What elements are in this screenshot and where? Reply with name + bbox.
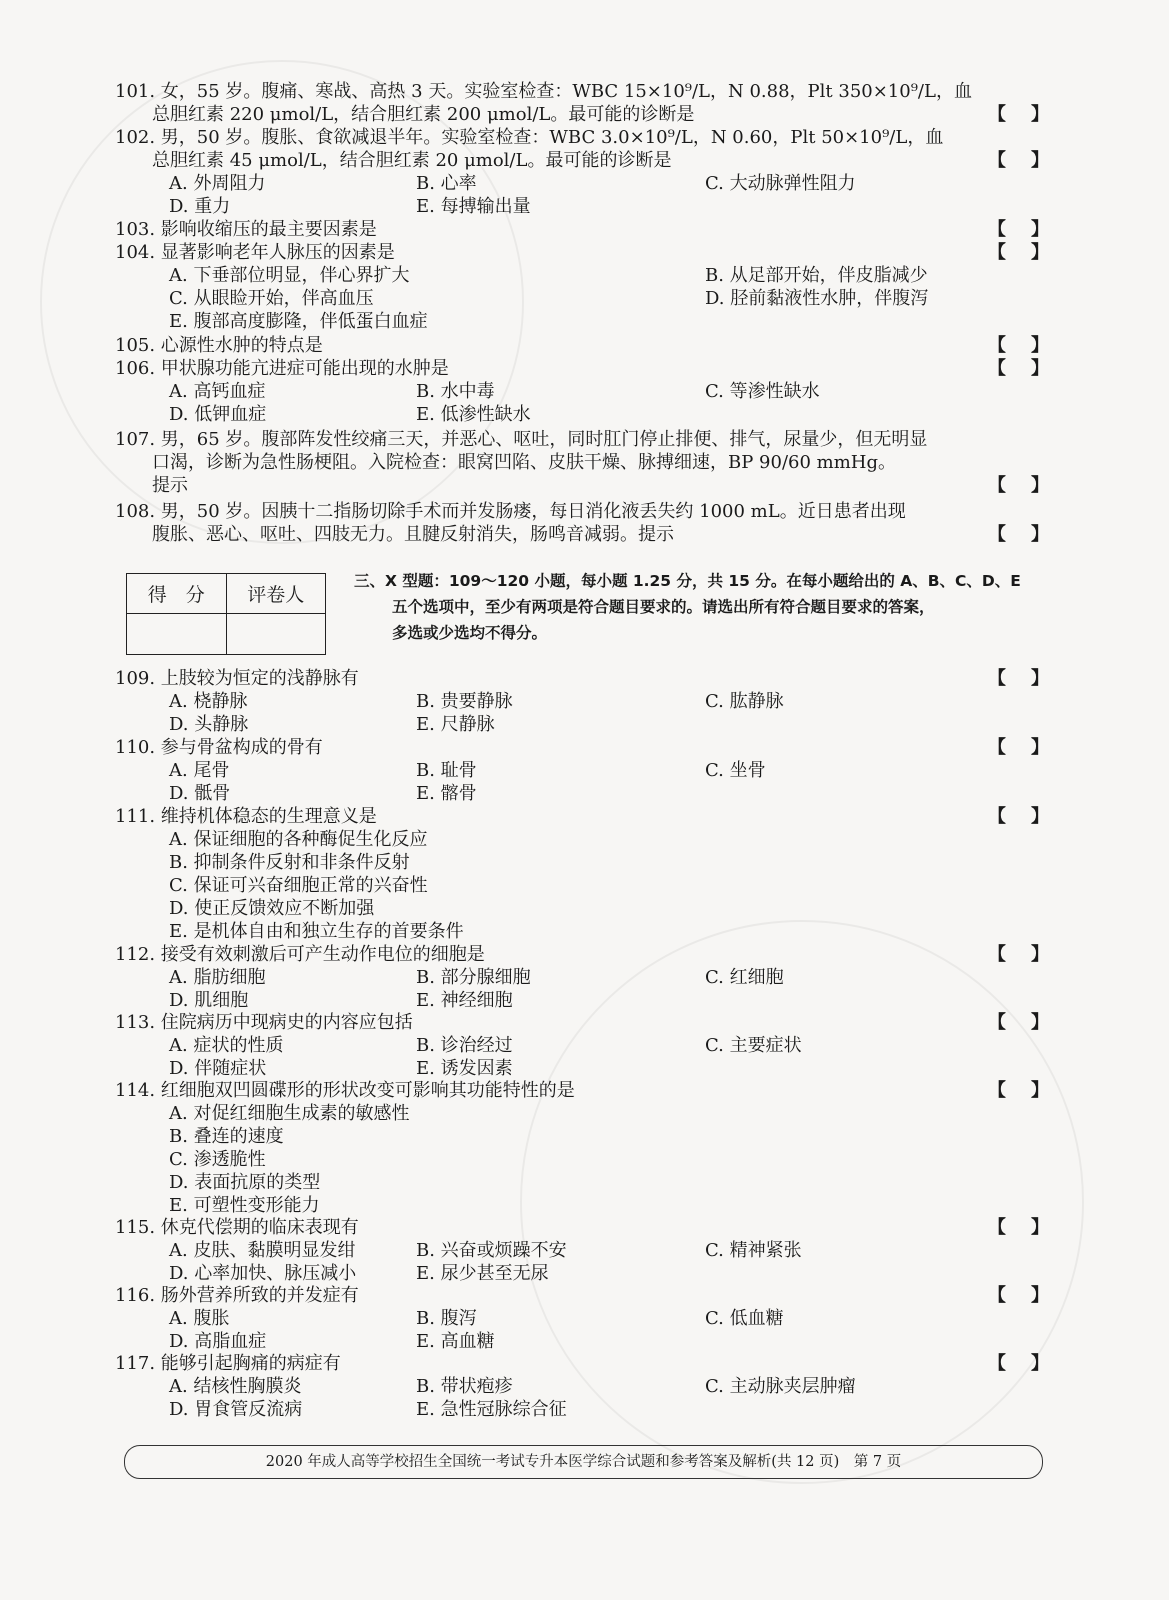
option-c: C. 精神紧张 <box>705 1240 802 1261</box>
question-109 <box>115 667 1049 736</box>
options-block <box>115 759 1049 805</box>
options-block <box>115 1034 1049 1080</box>
question-stem-line: 107. 男，65 岁。腹部阵发性绞痛三天，并恶心、呕吐，同时肛门停止排便、排气，尿量少，但无明显 <box>115 429 928 450</box>
question-stem: 104. 显著影响老年人脉压的因素是 <box>115 242 395 263</box>
question-116 <box>115 1284 1049 1353</box>
option-a: A. 症状的性质 <box>169 1035 284 1056</box>
option-b: B. 诊治经过 <box>416 1035 513 1056</box>
question-stem: 113. 住院病历中现病史的内容应包括 <box>115 1012 413 1033</box>
option-a: A. 皮肤、黏膜明显发绀 <box>169 1240 356 1261</box>
question-stem: 112. 接受有效刺激后可产生动作电位的细胞是 <box>115 944 485 965</box>
question-113 <box>115 1011 1049 1080</box>
options-block <box>115 380 1049 426</box>
score-header: 得 分 <box>127 574 227 614</box>
option-e: E. 尺静脉 <box>416 714 495 735</box>
option-b: B. 贵要静脉 <box>416 691 513 712</box>
option-e: E. 尿少甚至无尿 <box>416 1263 549 1284</box>
option-c: C. 主要症状 <box>705 1035 802 1056</box>
option-c: C. 渗透脆性 <box>169 1149 266 1170</box>
option-a: A. 对促红细胞生成素的敏感性 <box>169 1103 410 1124</box>
option-b: B. 部分腺细胞 <box>416 967 531 988</box>
options-block <box>115 264 1049 333</box>
option-d: D. 头静脉 <box>169 714 249 735</box>
grader-cell[interactable] <box>226 614 326 655</box>
answer-bracket[interactable]: 【 】 <box>987 150 1049 171</box>
question-103 <box>115 218 1049 241</box>
option-d: D. 胃食管反流病 <box>169 1399 303 1420</box>
question-104 <box>115 241 1049 333</box>
option-d: D. 使正反馈效应不断加强 <box>169 898 375 919</box>
question-115 <box>115 1216 1049 1285</box>
answer-bracket[interactable]: 【 】 <box>987 1012 1049 1033</box>
option-d: D. 胫前黏液性水肿，伴腹泻 <box>705 288 929 309</box>
answer-bracket[interactable]: 【 】 <box>987 1285 1049 1306</box>
question-stem-line: 腹胀、恶心、呕吐、四肢无力。且腱反射消失，肠鸣音减弱。提示 <box>152 524 674 545</box>
question-stem: 103. 影响收缩压的最主要因素是 <box>115 219 377 240</box>
option-e: E. 是机体自由和独立生存的首要条件 <box>169 921 464 942</box>
option-b: B. 水中毒 <box>416 381 495 402</box>
option-c: C. 肱静脉 <box>705 691 784 712</box>
answer-bracket[interactable]: 【 】 <box>987 944 1049 965</box>
score-cell[interactable] <box>127 614 227 655</box>
question-stem-line: 总胆红素 220 μmol/L，结合胆红素 200 μmol/L。最可能的诊断是 <box>152 104 695 125</box>
option-e: E. 神经细胞 <box>416 990 513 1011</box>
answer-bracket[interactable]: 【 】 <box>987 1080 1049 1101</box>
question-stem-line: 101. 女，55 岁。腹痛、寒战、高热 3 天。实验室检查：WBC 15×10⁹/L，N 0.88，Plt 350×10⁹/L，血 <box>115 81 972 102</box>
grader-header: 评卷人 <box>226 574 326 614</box>
question-stem: 115. 休克代偿期的临床表现有 <box>115 1217 359 1238</box>
option-b: B. 带状疱疹 <box>416 1376 513 1397</box>
options-block <box>115 1375 1049 1421</box>
option-b: B. 抑制条件反射和非条件反射 <box>169 852 410 873</box>
option-a: A. 腹胀 <box>169 1308 230 1329</box>
option-e: E. 急性冠脉综合征 <box>416 1399 567 1420</box>
page-footer: 2020 年成人高等学校招生全国统一考试专升本医学综合试题和参考答案及解析(共 12 页) 第 7 页 <box>124 1445 1043 1479</box>
question-stem: 117. 能够引起胸痛的病症有 <box>115 1353 341 1374</box>
option-a: A. 结核性胸膜炎 <box>169 1376 302 1397</box>
option-c: C. 等渗性缺水 <box>705 381 820 402</box>
option-c: C. 从眼睑开始，伴高血压 <box>169 288 374 309</box>
section-line: 五个选项中，至少有两项是符合题目要求的。请选出所有符合题目要求的答案， <box>392 598 935 616</box>
section-line: 三、X 型题：109～120 小题，每小题 1.25 分，共 15 分。在每小题给出的 A、B、C、D、E <box>354 572 1021 590</box>
answer-bracket[interactable]: 【 】 <box>987 806 1049 827</box>
option-b: B. 耻骨 <box>416 760 477 781</box>
option-d: D. 高脂血症 <box>169 1331 267 1352</box>
option-b: B. 兴奋或烦躁不安 <box>416 1240 567 1261</box>
option-c: C. 红细胞 <box>705 967 784 988</box>
option-d: D. 肌细胞 <box>169 990 249 1011</box>
question-111 <box>115 805 1049 943</box>
option-e: E. 腹部高度膨隆，伴低蛋白血症 <box>169 311 428 332</box>
question-stem-line: 总胆红素 45 μmol/L，结合胆红素 20 μmol/L。最可能的诊断是 <box>152 150 672 171</box>
answer-bracket[interactable]: 【 】 <box>987 737 1049 758</box>
option-a: A. 外周阻力 <box>169 173 266 194</box>
option-a: A. 尾骨 <box>169 760 230 781</box>
question-108 <box>115 500 1049 546</box>
question-114 <box>115 1079 1049 1217</box>
option-d: D. 重力 <box>169 196 231 217</box>
option-b: B. 从足部开始，伴皮脂减少 <box>705 265 928 286</box>
answer-bracket[interactable]: 【 】 <box>987 219 1049 240</box>
section-three-instructions <box>354 568 1054 646</box>
question-stem-line: 提示 <box>152 475 188 496</box>
question-101 <box>115 80 1049 126</box>
options-block <box>115 1307 1049 1353</box>
option-c: C. 大动脉弹性阻力 <box>705 173 856 194</box>
option-b: B. 叠连的速度 <box>169 1126 284 1147</box>
option-e: E. 髂骨 <box>416 783 477 804</box>
answer-bracket[interactable]: 【 】 <box>987 104 1049 125</box>
section-line: 多选或少选均不得分。 <box>392 624 548 642</box>
option-e: E. 低渗性缺水 <box>416 404 531 425</box>
option-b: B. 腹泻 <box>416 1308 477 1329</box>
question-stem: 105. 心源性水肿的特点是 <box>115 335 323 356</box>
option-e: E. 每搏输出量 <box>416 196 531 217</box>
question-stem-line: 102. 男，50 岁。腹胀、食欲减退半年。实验室检查：WBC 3.0×10⁹/L，N 0.60，Plt 50×10⁹/L，血 <box>115 127 944 148</box>
option-e: E. 诱发因素 <box>416 1058 513 1079</box>
option-c: C. 主动脉夹层肿瘤 <box>705 1376 856 1397</box>
option-a: A. 脂肪细胞 <box>169 967 266 988</box>
question-117 <box>115 1352 1049 1421</box>
answer-bracket[interactable]: 【 】 <box>987 668 1049 689</box>
option-d: D. 低钾血症 <box>169 404 267 425</box>
score-table <box>126 573 326 655</box>
answer-bracket[interactable]: 【 】 <box>987 524 1049 545</box>
question-stem: 111. 维持机体稳态的生理意义是 <box>115 806 377 827</box>
option-d: D. 骶骨 <box>169 783 231 804</box>
options-block <box>115 690 1049 736</box>
option-c: C. 低血糖 <box>705 1308 784 1329</box>
question-107 <box>115 428 1049 497</box>
options-block <box>115 172 1049 218</box>
question-stem: 109. 上肢较为恒定的浅静脉有 <box>115 668 359 689</box>
answer-bracket[interactable]: 【 】 <box>987 358 1049 379</box>
option-c: C. 坐骨 <box>705 760 766 781</box>
options-block <box>115 1239 1049 1285</box>
answer-bracket[interactable]: 【 】 <box>987 475 1049 496</box>
question-110 <box>115 736 1049 805</box>
option-d: D. 心率加快、脉压减小 <box>169 1263 357 1284</box>
option-d: D. 伴随症状 <box>169 1058 267 1079</box>
option-e: E. 高血糖 <box>416 1331 495 1352</box>
question-stem: 114. 红细胞双凹圆碟形的形状改变可影响其功能特性的是 <box>115 1080 575 1101</box>
option-d: D. 表面抗原的类型 <box>169 1172 321 1193</box>
answer-bracket[interactable]: 【 】 <box>987 242 1049 263</box>
answer-bracket[interactable]: 【 】 <box>987 335 1049 356</box>
option-c: C. 保证可兴奋细胞正常的兴奋性 <box>169 875 428 896</box>
options-block <box>115 966 1049 1012</box>
question-stem: 106. 甲状腺功能亢进症可能出现的水肿是 <box>115 358 449 379</box>
option-a: A. 保证细胞的各种酶促生化反应 <box>169 829 428 850</box>
question-112 <box>115 943 1049 1012</box>
question-stem-line: 108. 男，50 岁。因胰十二指肠切除手术而并发肠瘘，每日消化液丢失约 1000 mL。近日患者出现 <box>115 501 906 522</box>
question-stem: 116. 肠外营养所致的并发症有 <box>115 1285 359 1306</box>
question-stem-line: 口渴，诊断为急性肠梗阻。入院检查：眼窝凹陷、皮肤干燥、脉搏细速，BP 90/60 mmHg。 <box>152 452 897 473</box>
option-b: B. 心率 <box>416 173 477 194</box>
question-106 <box>115 357 1049 426</box>
question-stem: 110. 参与骨盆构成的骨有 <box>115 737 323 758</box>
option-e: E. 可塑性变形能力 <box>169 1195 320 1216</box>
answer-bracket[interactable]: 【 】 <box>987 1353 1049 1374</box>
option-a: A. 高钙血症 <box>169 381 266 402</box>
option-a: A. 下垂部位明显，伴心界扩大 <box>169 265 410 286</box>
option-a: A. 桡静脉 <box>169 691 248 712</box>
question-105 <box>115 334 1049 357</box>
answer-bracket[interactable]: 【 】 <box>987 1217 1049 1238</box>
question-102 <box>115 126 1049 218</box>
